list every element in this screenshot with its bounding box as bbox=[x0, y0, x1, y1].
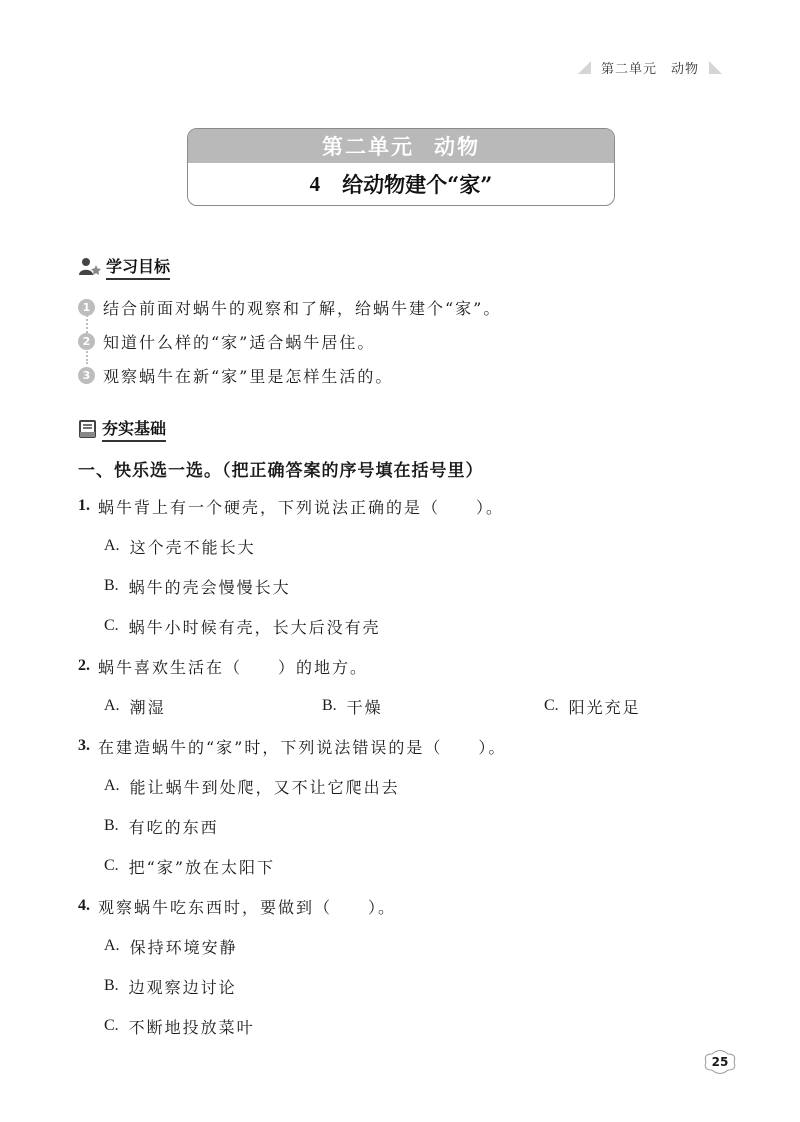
question-number: 3. bbox=[78, 737, 90, 754]
option-text: 这个壳不能长大 bbox=[129, 537, 256, 557]
answer-option bbox=[104, 695, 322, 718]
answer-option bbox=[78, 1006, 728, 1046]
option-text: 不断地投放菜叶 bbox=[128, 1017, 255, 1037]
answer-option bbox=[78, 526, 728, 566]
question-text: 蜗牛背上有一个硬壳，下列说法正确的是（ ）。 bbox=[98, 497, 505, 517]
goal-text: 结合前面对蜗牛的观察和了解，给蜗牛建个“家”。 bbox=[103, 298, 502, 318]
unit-topic: 动物 bbox=[434, 134, 480, 159]
question bbox=[78, 886, 728, 926]
question bbox=[78, 486, 728, 526]
notebook-icon bbox=[78, 419, 98, 439]
option-text: 有吃的东西 bbox=[128, 817, 219, 837]
questions-section bbox=[78, 456, 728, 1046]
option-text: 潮湿 bbox=[129, 697, 166, 717]
option-letter: A. bbox=[104, 537, 120, 554]
question bbox=[78, 646, 728, 686]
option-text: 干燥 bbox=[346, 697, 383, 717]
question-text: 在建造蜗牛的“家”时，下列说法错误的是（ ）。 bbox=[98, 737, 507, 757]
goal-item bbox=[78, 290, 501, 324]
goal-item bbox=[78, 358, 501, 392]
question-text: 蜗牛喜欢生活在（ ）的地方。 bbox=[98, 657, 369, 677]
goal-number-badge: 3 bbox=[78, 367, 95, 384]
option-text: 能让蜗牛到处爬，又不让它爬出去 bbox=[129, 777, 400, 797]
answer-option bbox=[78, 806, 728, 846]
goal-number-badge: 2 bbox=[78, 333, 95, 350]
lesson-name: 给动物建个“家” bbox=[342, 172, 493, 197]
option-letter: C. bbox=[104, 617, 119, 634]
answer-option bbox=[322, 695, 544, 718]
option-letter: B. bbox=[322, 697, 337, 714]
goal-item bbox=[78, 324, 501, 358]
option-text: 蜗牛的壳会慢慢长大 bbox=[128, 577, 291, 597]
option-letter: A. bbox=[104, 697, 120, 714]
part-one-title: 一、快乐选一选。（把正确答案的序号填在括号里） bbox=[78, 461, 484, 481]
answer-option bbox=[544, 695, 641, 718]
answer-options-row bbox=[78, 686, 728, 726]
option-letter: B. bbox=[104, 817, 119, 834]
answer-option bbox=[78, 926, 728, 966]
question-text: 观察蜗牛吃东西时，要做到（ ）。 bbox=[98, 897, 397, 917]
header-unit: 第二单元 bbox=[600, 62, 657, 77]
question-number: 4. bbox=[78, 897, 90, 914]
learning-goals-heading bbox=[78, 254, 170, 280]
triangle-left-icon bbox=[578, 61, 591, 74]
triangle-right-icon bbox=[709, 61, 722, 74]
page-number-text: 25 bbox=[711, 1055, 729, 1069]
option-text: 蜗牛小时候有壳，长大后没有壳 bbox=[128, 617, 381, 637]
page-number bbox=[702, 1048, 738, 1076]
running-header bbox=[578, 58, 722, 77]
answer-option bbox=[78, 966, 728, 1006]
option-letter: A. bbox=[104, 777, 120, 794]
question-number: 1. bbox=[78, 497, 90, 514]
header-topic: 动物 bbox=[670, 62, 699, 77]
answer-option bbox=[78, 606, 728, 646]
option-letter: B. bbox=[104, 577, 119, 594]
option-letter: C. bbox=[104, 1017, 119, 1034]
goal-text: 观察蜗牛在新“家”里是怎样生活的。 bbox=[103, 366, 394, 386]
unit-title-band bbox=[188, 129, 614, 163]
running-header-text bbox=[601, 58, 699, 77]
question-number: 2. bbox=[78, 657, 90, 674]
question bbox=[78, 726, 728, 766]
basics-label: 夯实基础 bbox=[102, 416, 166, 442]
goal-text: 知道什么样的“家”适合蜗牛居住。 bbox=[103, 332, 376, 352]
learning-goals-label: 学习目标 bbox=[106, 254, 170, 280]
option-text: 边观察边讨论 bbox=[128, 977, 237, 997]
option-letter: C. bbox=[104, 857, 119, 874]
lesson-title bbox=[188, 163, 614, 205]
lesson-number: 4 bbox=[309, 171, 321, 196]
learners-icon bbox=[78, 257, 102, 277]
learning-goals-list bbox=[78, 290, 501, 392]
option-text: 把“家”放在太阳下 bbox=[128, 857, 276, 877]
answer-option bbox=[78, 766, 728, 806]
goal-number-badge: 1 bbox=[78, 299, 95, 316]
option-text: 保持环境安静 bbox=[129, 937, 238, 957]
option-letter: A. bbox=[104, 937, 120, 954]
lesson-title-box bbox=[187, 128, 615, 206]
option-letter: C. bbox=[544, 697, 559, 714]
option-text: 阳光充足 bbox=[568, 697, 641, 717]
answer-option bbox=[78, 566, 728, 606]
basics-heading bbox=[78, 416, 166, 442]
answer-option bbox=[78, 846, 728, 886]
option-letter: B. bbox=[104, 977, 119, 994]
unit-name: 第二单元 bbox=[322, 134, 414, 159]
